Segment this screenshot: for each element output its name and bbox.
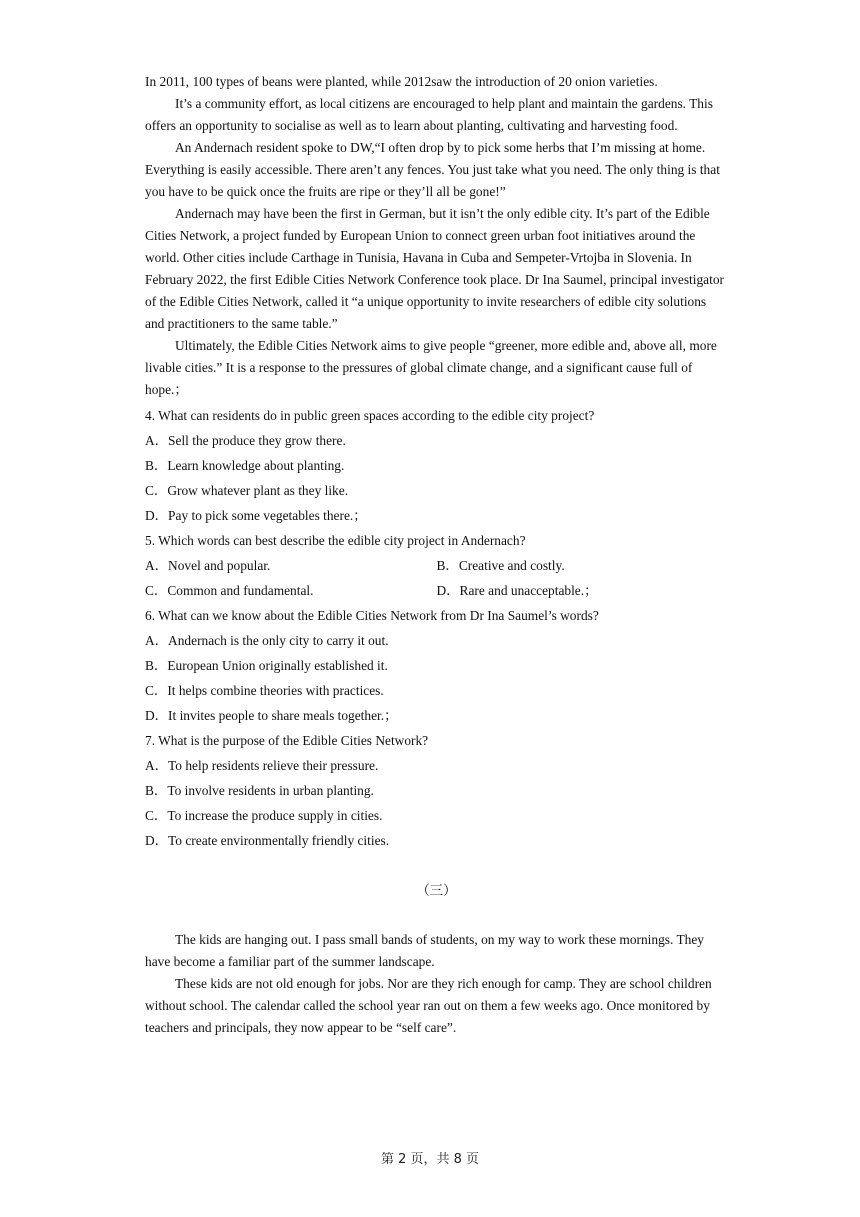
question-7 — [145, 728, 728, 853]
option-d: D．Rare and unacceptable.； — [436, 583, 598, 598]
option-d: D．It invites people to share meals together.； — [145, 708, 398, 723]
paragraph-community-effort: It’s a community effort, as local citizens are encouraged to help plant and maintain the gardens. This offers an opportunity to socialise as well as to learn about planting, cultivating and harvesting food. — [145, 96, 713, 133]
option-c: C．Grow whatever plant as they like. — [145, 483, 349, 498]
question-stem: 4. What can residents do in public green spaces according to the edible city project? — [145, 408, 595, 423]
option-d: D．Pay to pick some vegetables there.； — [145, 508, 367, 523]
option-a: A．To help residents relieve their pressure. — [145, 758, 379, 773]
option-b: B．Creative and costly. — [436, 558, 565, 573]
option-a: A．Novel and popular. — [145, 558, 271, 573]
question-stem: 5. Which words can best describe the edible city project in Andernach? — [145, 533, 526, 548]
option-d: D．To create environmentally friendly cities. — [145, 833, 390, 848]
paragraph-edible-cities-network: Andernach may have been the first in German, but it isn’t the only edible city. It’s part of the Edible Cities Network, a project funded by European Union to connect green urban foot initiatives around the world. Other cities include Carthage in Tunisia, Havana in Cuba and Sempeter-Vrtojba in Slovenia. In February 2022, the first Edible Cities Network Conference took place. Dr Ina Saumel, principal investigator of the Edible Cities Network, called it “a unique opportunity to invite researchers of edible city solutions and practitioners to the same table.” — [145, 206, 724, 331]
option-c: C．To increase the produce supply in cities. — [145, 808, 383, 823]
paragraph-kids-hanging-out: The kids are hanging out. I pass small bands of students, on my way to work these mornings. They have become a familiar part of the summer landscape. — [145, 932, 704, 969]
question-6 — [145, 603, 728, 728]
option-b: B．Learn knowledge about planting. — [145, 458, 345, 473]
paragraph-resident-quote: An Andernach resident spoke to DW,“I often drop by to pick some herbs that I’m missing at home. Everything is easily accessible. There aren’t any fences. You just take what you need. The only thing is that you have to be quick once the fruits are ripe or they’ll all be gone!” — [145, 140, 720, 199]
options-row-2 — [145, 578, 728, 603]
page-footer: 第 2 页，共 8 页 — [380, 1152, 480, 1167]
option-a: A．Sell the produce they grow there. — [145, 433, 346, 448]
section-title: （三） — [416, 883, 457, 898]
option-c: C．It helps combine theories with practices. — [145, 683, 384, 698]
paragraph-beans: In 2011, 100 types of beans were planted, while 2012saw the introduction of 20 onion varieties. — [145, 74, 658, 89]
paragraph-school-children: These kids are not old enough for jobs. Nor are they rich enough for camp. They are school children without school. The calendar called the school year ran out on them a few weeks ago. Once monitored by teachers and principals, they now appear to be “self care”. — [145, 976, 712, 1035]
option-b: B．To involve residents in urban planting. — [145, 783, 374, 798]
question-stem: 7. What is the purpose of the Edible Cities Network? — [145, 733, 429, 748]
question-4 — [145, 403, 728, 528]
page-content — [145, 71, 728, 1039]
paragraph-ultimately: Ultimately, the Edible Cities Network aims to give people “greener, more edible and, above all, more livable cities.” It is a response to the pressures of global climate change, and a significant cause full of hope.； — [145, 338, 717, 397]
question-stem: 6. What can we know about the Edible Cities Network from Dr Ina Saumel’s words? — [145, 608, 599, 623]
option-a: A．Andernach is the only city to carry it out. — [145, 633, 389, 648]
options-row-1 — [145, 553, 728, 578]
option-b: B．European Union originally established it. — [145, 658, 388, 673]
option-c: C．Common and fundamental. — [145, 583, 314, 598]
question-5 — [145, 528, 728, 603]
